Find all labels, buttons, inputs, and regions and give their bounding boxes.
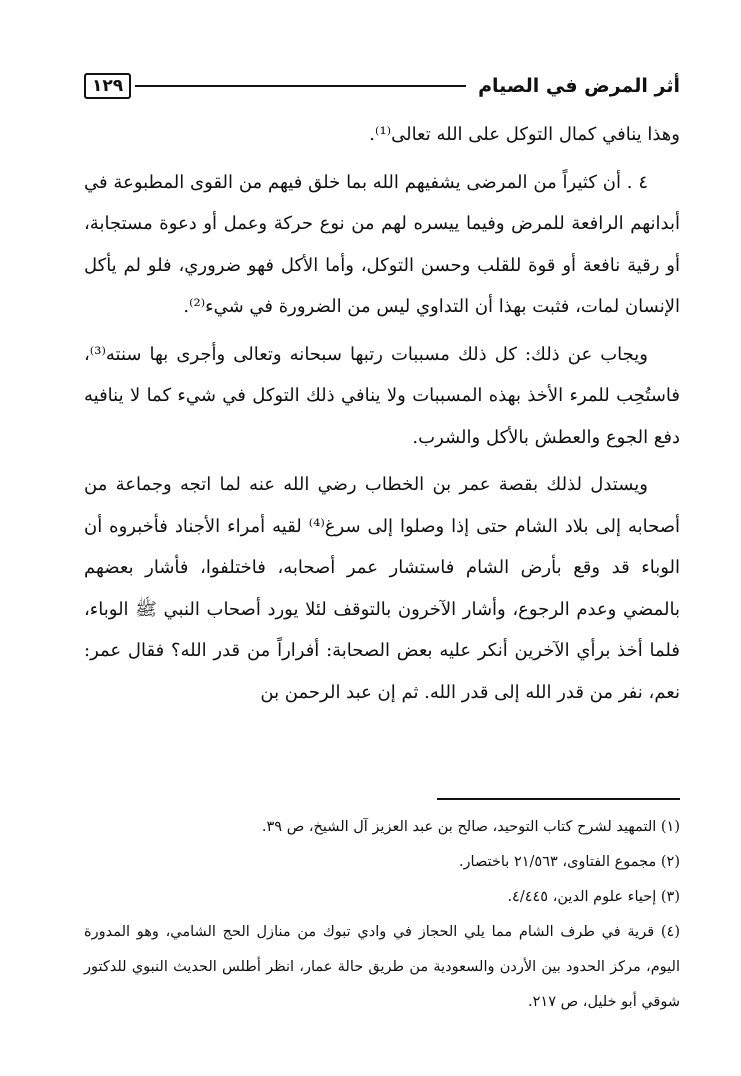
page-header	[84, 68, 680, 104]
footnote-separator	[437, 798, 680, 800]
footnote-4: (٤) قرية في طرف الشام مما يلي الحجاز في وادي تبوك من منازل الحج الشامي، وهو المدورة اليوم، مركز الحدود بين الأردن والسعودية من طريق حالة عمار، انظر أطلس الحديث النبوي للدكتور شوقي أبو خليل، ص ٢١٧.	[84, 924, 680, 1010]
footnotes	[84, 810, 680, 1020]
main-text	[84, 114, 680, 713]
running-title: أثر المرض في الصيام	[478, 75, 680, 97]
footnote-1: (١) التمهيد لشرح كتاب التوحيد، صالح بن عبد العزيز آل الشيخ، ص ٣٩.	[261, 819, 680, 835]
paragraph-3: ويجاب عن ذلك: كل ذلك مسببات رتبها سبحانه وتعالى وأجرى بها سنته⁽³⁾، فاستُحِب للمرء الأخذ بهذه المسببات ولا ينافي ذلك التوكل في شيء كما لا ينافيه دفع الجوع والعطش بالأكل والشرب.	[84, 343, 680, 448]
header-rule	[135, 85, 466, 87]
paragraph-2: ٤ . أن كثيراً من المرضى يشفيهم الله بما خلق فيهم من القوى المطبوعة في أبدانهم الرافعة للمرض وفيما ييسره لهم من نوع حركة وعمل أو دعوة مستجابة، أو رقية نافعة أو قوة للقلب وحسن التوكل، وأما الأكل فهو ضروري، فلو لم يأكل الإنسان لمات، فثبت بهذا أن التداوي ليس من الضرورة في شيء⁽²⁾.	[84, 171, 680, 317]
footnote-2: (٢) مجموع الفتاوى، ٢١/٥٦٣ باختصار.	[458, 854, 680, 870]
paragraph-1: وهذا ينافي كمال التوكل على الله تعالى⁽¹⁾.	[369, 124, 680, 145]
page-number: ١٢٩	[84, 73, 131, 99]
footnote-3: (٣) إحياء علوم الدين، ٤/٤٤٥.	[507, 889, 680, 905]
paragraph-4: ويستدل لذلك بقصة عمر بن الخطاب رضي الله عنه لما اتجه وجماعة من أصحابه إلى بلاد الشام حتى إذا وصلوا إلى سرغ⁽⁴⁾ لقيه أمراء الأجناد فأخبروه أن الوباء قد وقع بأرض الشام فاستشار عمر أصحابه، فاختلفوا، فأشار بعضهم بالمضي وعدم الرجوع، وأشار الآخرون بالتوقف لئلا يورد أصحاب النبي ﷺ الوباء، فلما أخذ برأي الآخرين أنكر عليه بعض الصحابة: أفراراً من قدر الله؟ فقال عمر: نعم، نفر من قدر الله إلى قدر الله. ثم إن عبد الرحمن بن	[84, 474, 680, 703]
